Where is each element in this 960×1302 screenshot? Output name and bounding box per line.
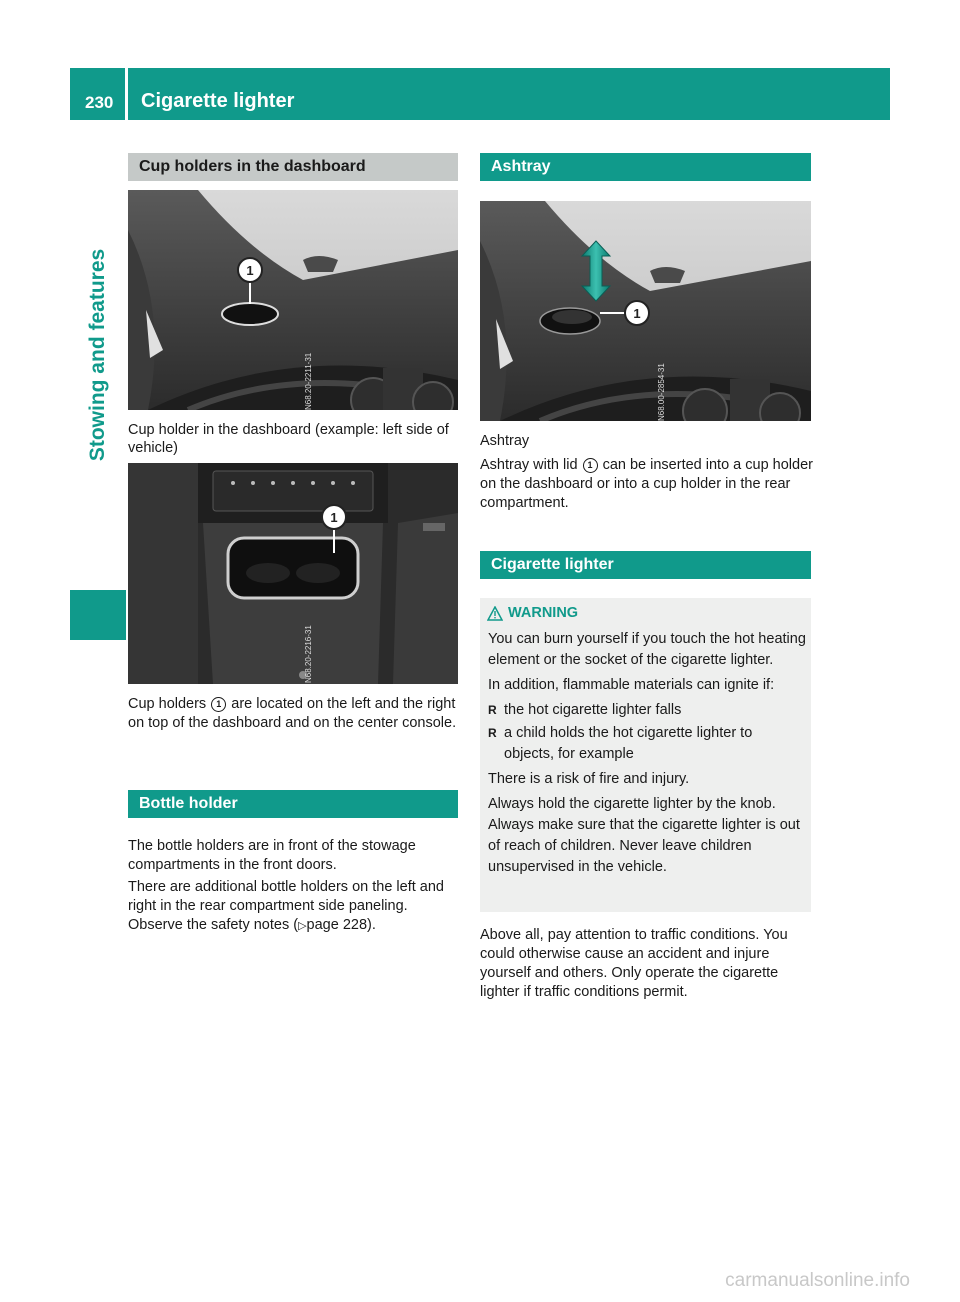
side-tab-marker [70,590,126,640]
watermark: carmanualsonline.info [725,1270,910,1291]
bottle-text-2: There are additional bottle holders on the left and right in the rear compartment side paneling. Observe the safety notes (▷page 228). [128,879,444,933]
ashtray-heading: Ashtray [480,153,811,181]
warning-text-1: You can burn yourself if you touch the hot heating element or the socket of the cigarette lighter. [488,631,806,668]
page-title: Cigarette lighter [141,90,295,112]
center-console-cupholder-photo [128,463,458,684]
photo3-code: N68.00-2854-31 [657,363,666,421]
svg-text:1: 1 [330,510,338,525]
side-tab-title: Stowing and features [86,248,109,462]
marker-1-icon: 1 [583,458,598,473]
photo2-code: N68.20-2216-31 [304,625,313,683]
marker-1-icon: 1 [211,697,226,712]
warning-bullet: R a child holds the hot cigarette lighter to objects, for example [488,723,806,765]
ashtray-photo [480,201,811,421]
warning-box [480,598,811,912]
cup-holders-heading: Cup holders in the dashboard [128,153,458,181]
svg-text:1: 1 [633,306,641,321]
warning-text-2: In addition, flammable materials can ignite if: [488,677,775,693]
warning-title: WARNING [508,605,579,621]
header-divider [125,68,128,120]
ashtray-text: Ashtray with lid 1 can be inserted into a cup holder on the dashboard or into a cup holder in the rear compartment. [480,457,813,511]
bottle-text-1: The bottle holders are in front of the stowage compartments in the front doors. [128,838,416,873]
warning-text-4: Always hold the cigarette lighter by the knob. Always make sure that the cigarette lighter is out of reach of children. Never leave children unsupervised in the vehicle. [488,796,800,875]
page-reference-link[interactable]: page 228 [306,917,368,933]
photo1-caption: Cup holder in the dashboard (example: left side of vehicle) [128,422,449,456]
svg-text:1: 1 [246,263,254,278]
warning-triangle-icon [487,606,503,621]
photo3-caption: Ashtray [480,433,530,449]
photo1-code: N68.20-2211-31 [304,352,313,410]
cigarette-lighter-heading: Cigarette lighter [480,551,811,579]
bottle-holder-heading: Bottle holder [128,790,458,818]
closing-text: Above all, pay attention to traffic conditions. You could otherwise cause an accident and injure yourself and others. Only operate the cigarette lighter if traffic conditions permit. [480,927,788,1000]
page-ref-arrow-icon: ▷ [298,920,307,932]
page-number: 230 [85,93,114,112]
warning-bullet: R the hot cigarette lighter falls [488,700,806,721]
dashboard-cupholder-photo [128,190,458,410]
cup-holders-text: Cup holders 1 are located on the left and the right on top of the dashboard and on the center console. [128,696,457,731]
warning-text-3: There is a risk of fire and injury. [488,771,690,787]
